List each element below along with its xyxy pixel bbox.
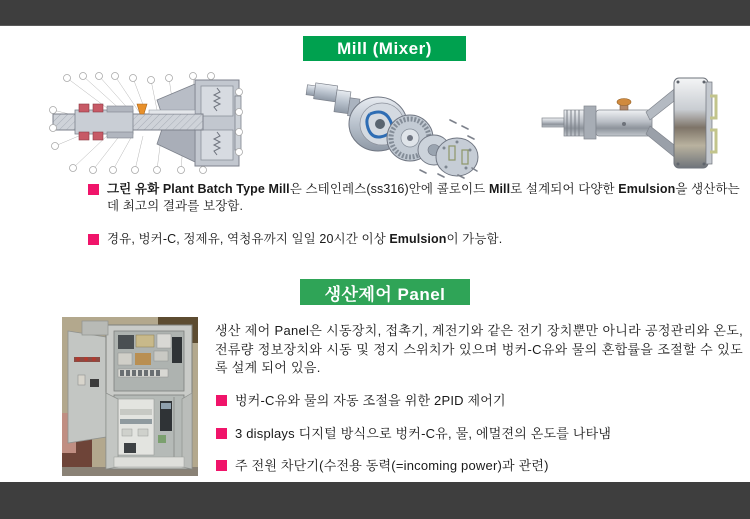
- mill-section-banner: [303, 36, 466, 61]
- mill-bullet-2-reg-1: 경유, 벙커-C, 정제유, 역청유까지 일일 20시간 이상: [107, 232, 390, 246]
- bullet-square-icon: [216, 460, 227, 471]
- panel-description: 생산 제어 Panel은 시동장치, 접촉기, 계전기와 같은 전기 장치뿐만 아니라 공정관리와 온도, 전류량 정보장치와 시동 및 정지 스위치가 있으며 벙커-C유와 물의 혼합률을 조절할 수 있도록 설계 되어 있음.: [215, 323, 743, 375]
- mill-bullet-2-reg-2: 이 가능함.: [446, 232, 503, 246]
- mill-assembly-image: [538, 72, 720, 175]
- assembly-shaft: [542, 106, 596, 139]
- panel-bullet-1: [216, 392, 736, 409]
- exploded-cover-plate: [436, 138, 478, 176]
- mill-bullet-1-reg-1: 은 스테인레스(ss316)안에 콜로이드: [289, 182, 489, 196]
- control-panel-photo: [62, 317, 198, 476]
- mill-exploded-view: [300, 62, 480, 180]
- panel-bullet-3-text: 주 전원 차단기(수전용 동력(=incoming power)과 관련): [235, 458, 549, 473]
- control-panel-photo-image: [62, 317, 198, 476]
- mill-exploded-image: [300, 62, 480, 180]
- assembly-body: [596, 99, 652, 137]
- panel-bullet-3: [216, 457, 736, 474]
- mill-section-title: Mill (Mixer): [337, 38, 432, 58]
- mill-cross-section-drawing: [45, 66, 245, 180]
- mill-bullet-1-reg-3: 을 생산하는데 최고의 결과를 보장함.: [107, 182, 740, 213]
- mill-bullet-1-text: [107, 181, 743, 215]
- mill-bullet-1-bold-mill: Mill: [488, 182, 511, 196]
- bullet-square-icon: [88, 184, 99, 195]
- bullet-square-icon: [216, 395, 227, 406]
- mill-bullet-1: [88, 181, 743, 215]
- mill-assembly-render: [538, 72, 720, 175]
- bullet-square-icon: [216, 428, 227, 439]
- mill-bullet-1-bold-emulsion: Emulsion: [618, 182, 676, 196]
- mill-bullet-2-text: [107, 231, 502, 248]
- panel-bullet-2-text: 3 displays 디지털 방식으로 벙커-C유, 물, 에멀젼의 온도를 나타냄: [235, 426, 612, 441]
- mill-bullet-2: [88, 231, 743, 248]
- bottom-frame-bar: [0, 482, 750, 519]
- bullet-square-icon: [88, 234, 99, 245]
- panel-bullet-2: [216, 425, 736, 442]
- panel-section-title: 생산제어 Panel: [324, 284, 446, 304]
- mill-bullet-2-bold-emulsion: Emulsion: [389, 232, 447, 246]
- mill-bullet-1-reg-2: 로 설계되어 다양한: [510, 182, 619, 196]
- panel-bullet-1-text: 벙커-C유와 물의 자동 조절을 위한 2PID 제어기: [235, 393, 506, 408]
- mill-bullet-1-bold-lead: 그린 유화 Plant Batch Type Mill: [107, 182, 290, 196]
- mill-body: [53, 80, 241, 166]
- top-frame-bar: [0, 0, 750, 26]
- assembly-drum: [674, 78, 716, 168]
- panel-section-banner: [300, 279, 470, 305]
- mill-cross-section-image: [45, 66, 245, 180]
